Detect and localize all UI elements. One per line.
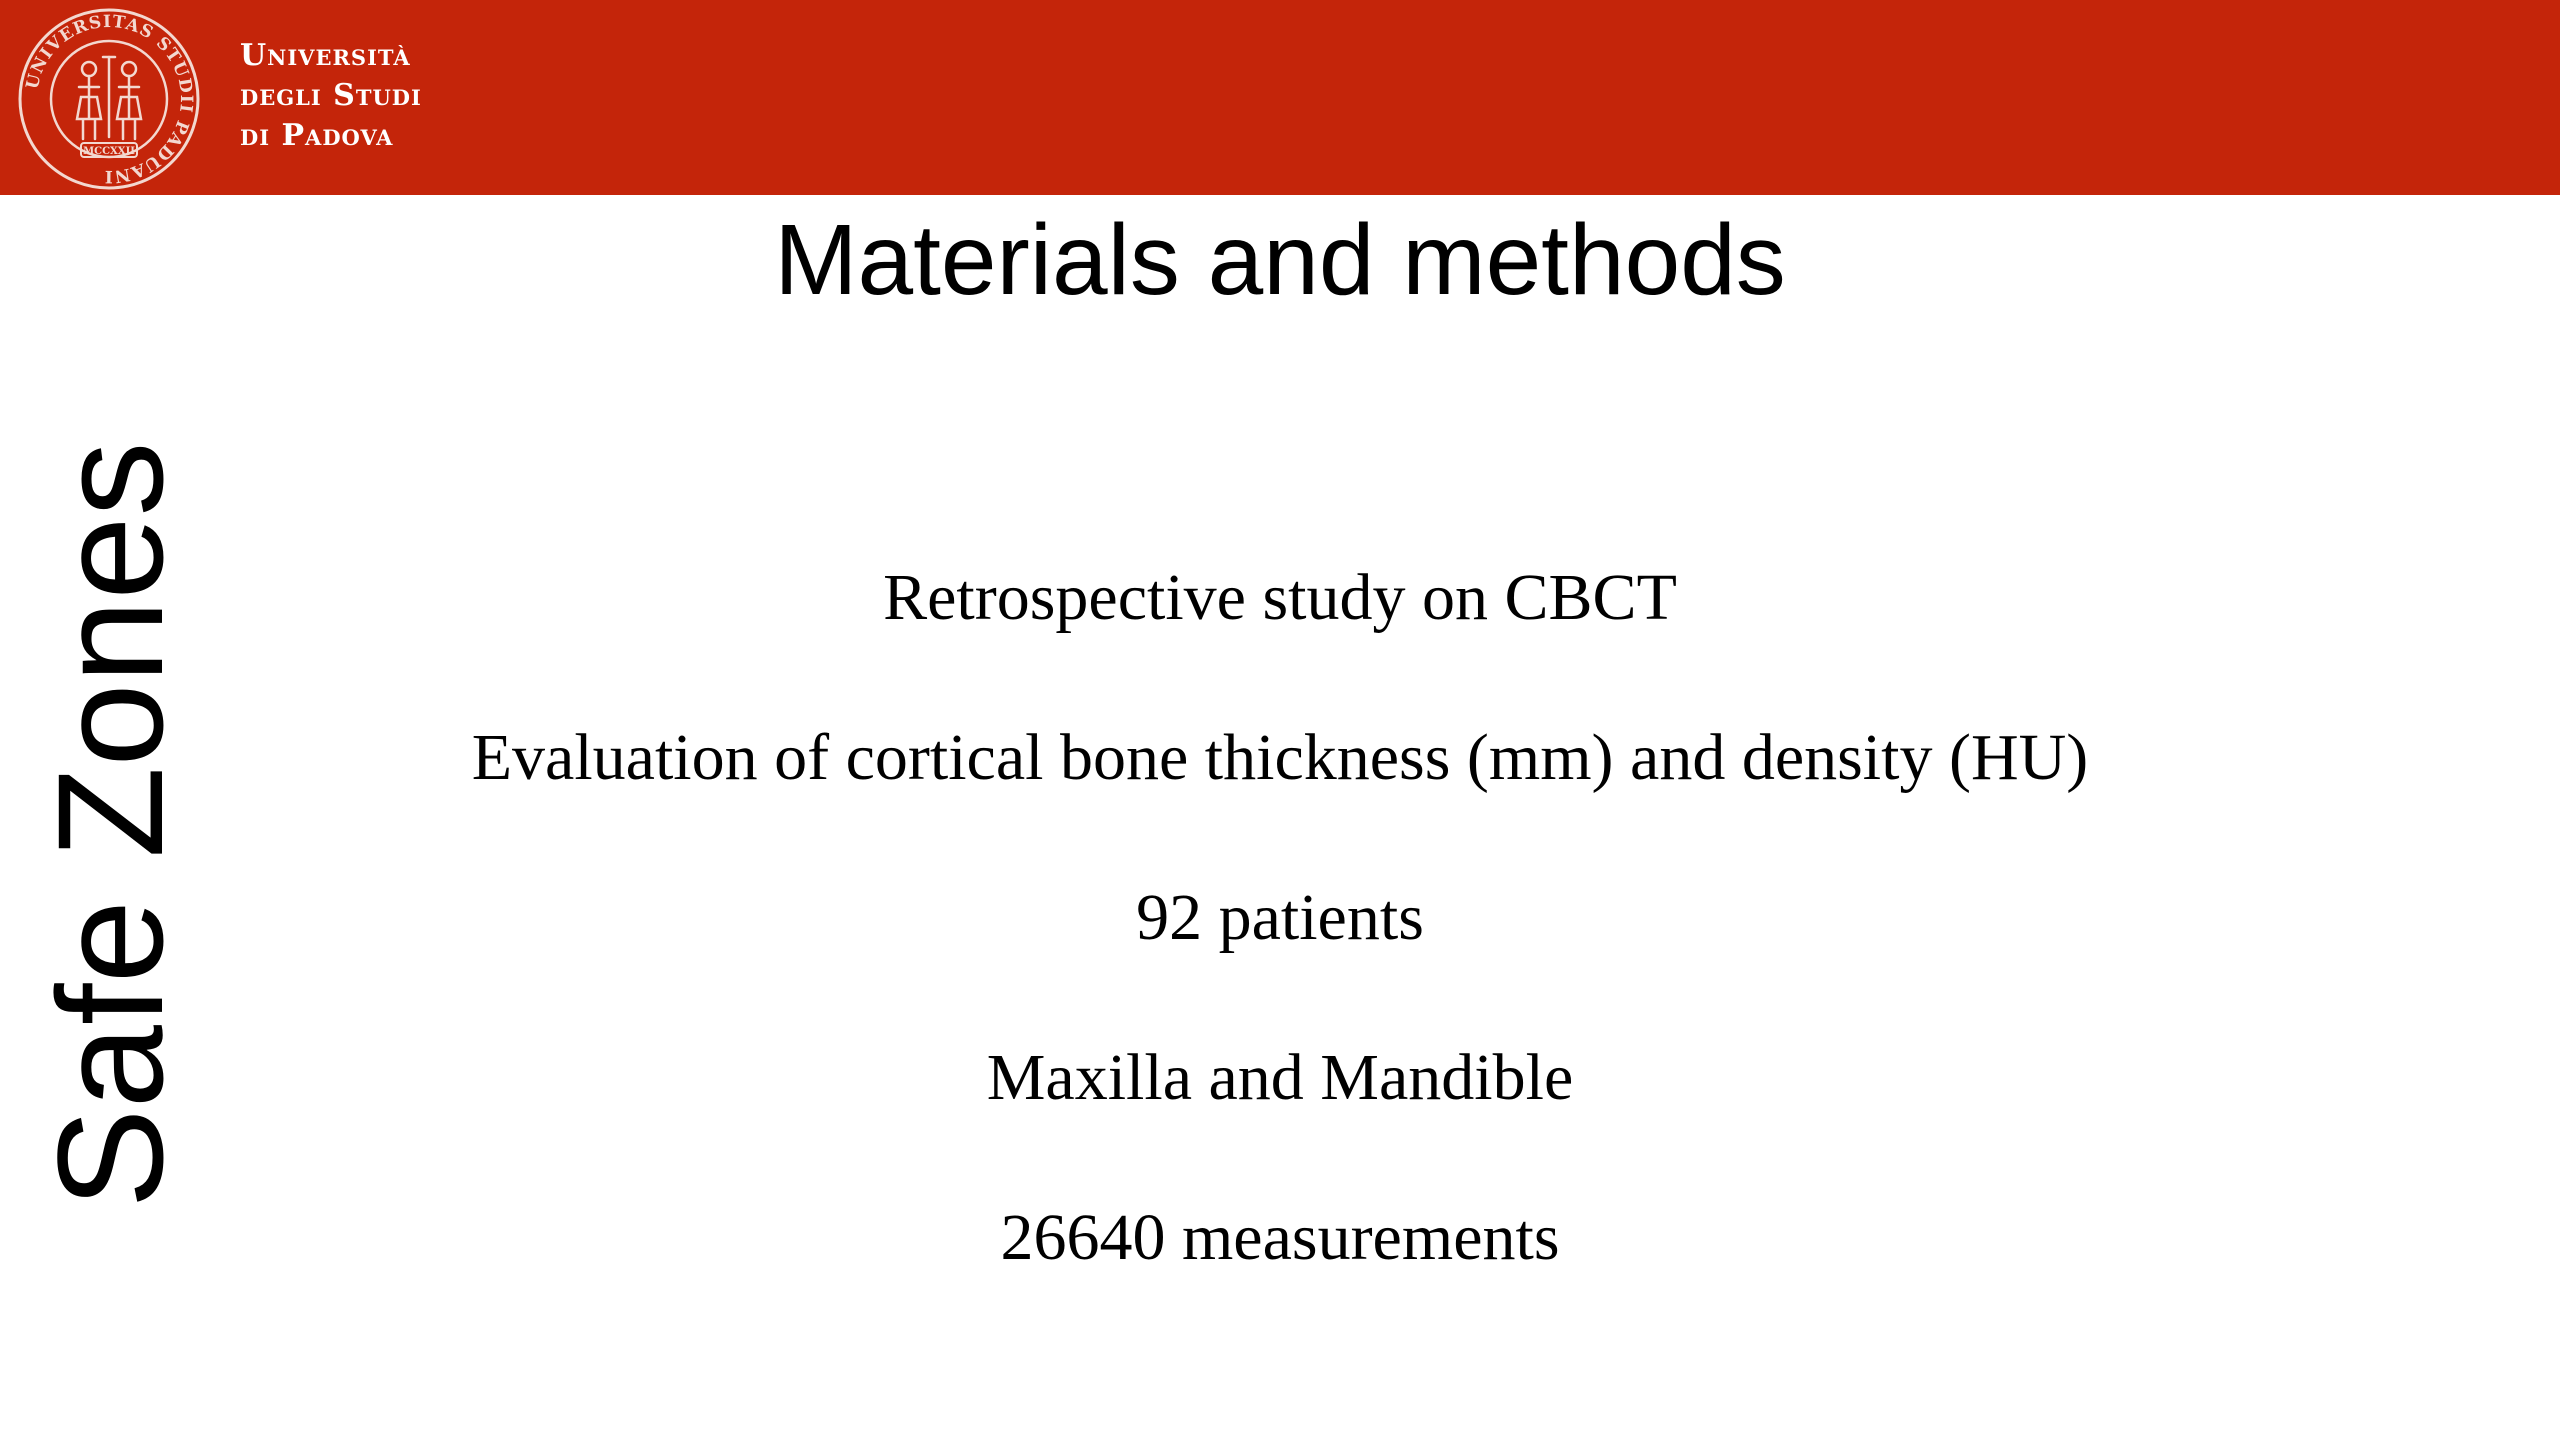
svg-text:MCCXXII: MCCXXII — [83, 146, 135, 157]
content-item: Evaluation of cortical bone thickness (mm) and density (HU) — [471, 721, 2089, 794]
slide-title: Materials and methods — [774, 204, 1786, 316]
university-name-line-2: degli Studi — [240, 78, 422, 113]
content-item: Maxilla and Mandible — [986, 1041, 1574, 1114]
university-name-line-1: Università — [240, 38, 411, 73]
content-item: Retrospective study on CBCT — [883, 561, 1677, 634]
university-name-line-3: di Padova — [240, 118, 394, 153]
university-name — [240, 36, 422, 156]
content-list — [300, 550, 2260, 1350]
content-item: 26640 measurements — [1000, 1201, 1560, 1274]
content-item: 92 patients — [1136, 881, 1424, 954]
header-bar — [0, 0, 2560, 195]
side-title: Safe Zones — [26, 441, 194, 1209]
svg-text:UNIVERSITAS STUDII PADUANI: UNIVERSITAS STUDII PADUANI — [22, 11, 197, 187]
university-seal-icon — [17, 7, 201, 191]
